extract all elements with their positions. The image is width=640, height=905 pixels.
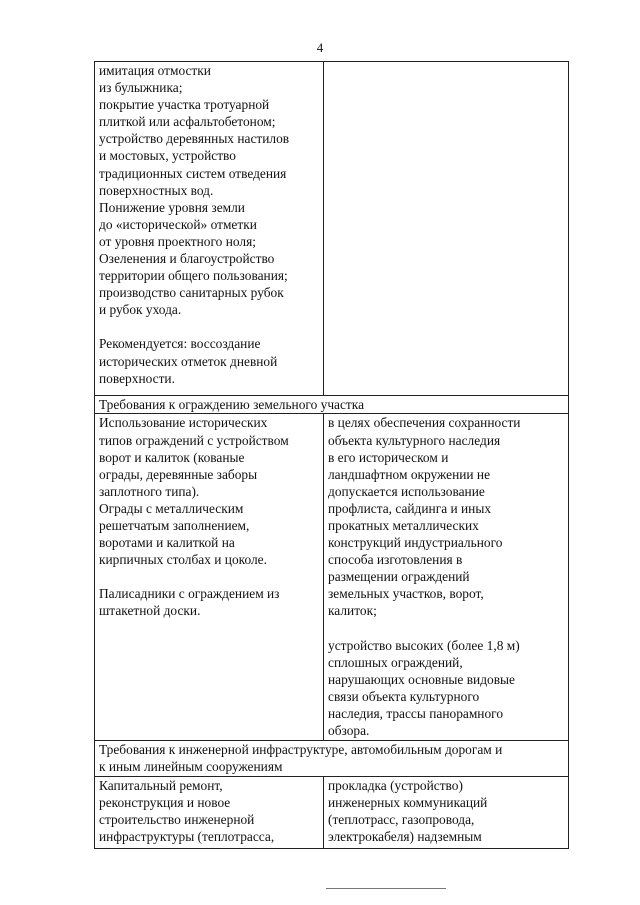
text-line: нарушающих основные видовые: [328, 671, 515, 687]
text-line: ландшафтном окружении не: [328, 466, 491, 482]
text-line: производство санитарных рубок: [99, 285, 284, 301]
section-header-fencing: Требования к ограждению земельного участка: [95, 396, 569, 414]
row3-left-text: [99, 777, 319, 845]
text-line: объекта культурного наследия: [328, 432, 501, 448]
section-header-row: [95, 396, 569, 414]
text-line: сплошных ограждений,: [328, 654, 463, 670]
text-line: прокладка (устройство): [328, 777, 463, 793]
text-line: штакетной доски.: [99, 603, 201, 619]
text-line: связи объекта культурного: [328, 688, 480, 704]
row3-right-cell: [324, 776, 569, 848]
page-number: 4: [316, 40, 324, 55]
text-line: плиткой или асфальтобетоном;: [99, 114, 276, 130]
text-line: традиционных систем отведения: [99, 165, 287, 181]
section-header-infrastructure-line1: Требования к инженерной инфраструктуре, автомобильным дорогам и: [99, 742, 503, 758]
text-line: допускается использование: [328, 483, 485, 499]
text-line: и рубок ухода.: [99, 302, 182, 318]
text-line: конструкций индустриального: [328, 535, 503, 551]
table-row: [95, 776, 569, 848]
row3-right-text: [328, 777, 564, 845]
section-header-infrastructure-line2: к иным линейным сооружениям: [99, 759, 283, 775]
row2-right-text: [328, 414, 564, 739]
text-line: от уровня проектного ноля;: [99, 233, 256, 249]
text-line: поверхности.: [99, 370, 175, 386]
text-line: ограды, деревянные заборы: [99, 466, 258, 482]
row2-right-cell: [324, 414, 569, 741]
text-line: из булыжника;: [99, 80, 183, 96]
text-line: электрокабеля) надземным: [328, 828, 482, 844]
text-line: устройство деревянных настилов: [99, 131, 290, 147]
text-line: [328, 620, 564, 637]
text-line: Понижение уровня земли: [99, 199, 245, 215]
text-line: в его историческом и: [328, 449, 449, 465]
text-line: Использование исторических: [99, 415, 268, 431]
footer-rule: [326, 888, 446, 889]
text-line: Рекомендуется: воссоздание: [99, 336, 261, 352]
row1-right-cell: [324, 62, 569, 396]
text-line: (теплотрасс, газопровода,: [328, 811, 475, 827]
table-row: [95, 62, 569, 396]
text-line: устройство высоких (более 1,8 м): [328, 637, 520, 653]
text-line: профлиста, сайдинга и иных: [328, 500, 492, 516]
text-line: до «исторической» отметки: [99, 216, 257, 232]
text-line: [99, 318, 319, 335]
text-line: калиток;: [328, 603, 377, 619]
text-line: Ограды с металлическим: [99, 500, 244, 516]
row2-left-text: [99, 414, 319, 619]
text-line: покрытие участка тротуарной: [99, 97, 270, 113]
text-line: строительство инженерной: [99, 811, 255, 827]
text-line: исторических отметок дневной: [99, 353, 278, 369]
text-line: Капитальный ремонт,: [99, 777, 223, 793]
text-line: инфраструктуры (теплотрасса,: [99, 828, 275, 844]
text-line: решетчатым заполнением,: [99, 518, 250, 533]
text-line: размещении ограждений: [328, 569, 470, 585]
row1-left-text: [99, 62, 319, 387]
text-line: типов ограждений с устройством: [99, 432, 289, 448]
section-header-row: [95, 741, 569, 776]
text-line: способа изготовления в: [328, 552, 463, 568]
text-line: и мостовых, устройство: [99, 148, 236, 164]
requirements-table: [94, 61, 569, 849]
row2-left-cell: [95, 414, 324, 741]
text-line: в целях обеспечения сохранности: [328, 415, 521, 431]
text-line: наследия, трассы панорамного: [328, 705, 504, 721]
row3-left-cell: [95, 776, 324, 848]
row1-left-cell: [95, 62, 324, 396]
text-line: [99, 568, 319, 585]
text-line: кирпичных столбах и цоколе.: [99, 552, 267, 568]
text-line: воротами и калиткой на: [99, 535, 235, 551]
text-line: заплотного типа).: [99, 483, 200, 499]
text-line: земельных участков, ворот,: [328, 586, 484, 602]
text-line: поверхностных вод.: [99, 182, 214, 198]
section-header-infrastructure: [95, 741, 569, 776]
text-line: прокатных металлических: [328, 518, 479, 533]
text-line: инженерных коммуникаций: [328, 794, 488, 810]
text-line: реконструкция и новое: [99, 794, 231, 810]
text-line: Озеленения и благоустройство: [99, 251, 275, 267]
table-row: [95, 414, 569, 741]
text-line: имитация отмостки: [99, 63, 211, 78]
text-line: Палисадники с ограждением из: [99, 586, 280, 602]
text-line: территории общего пользования;: [99, 268, 288, 284]
text-line: обзора.: [328, 723, 370, 739]
text-line: ворот и калиток (кованые: [99, 449, 245, 465]
